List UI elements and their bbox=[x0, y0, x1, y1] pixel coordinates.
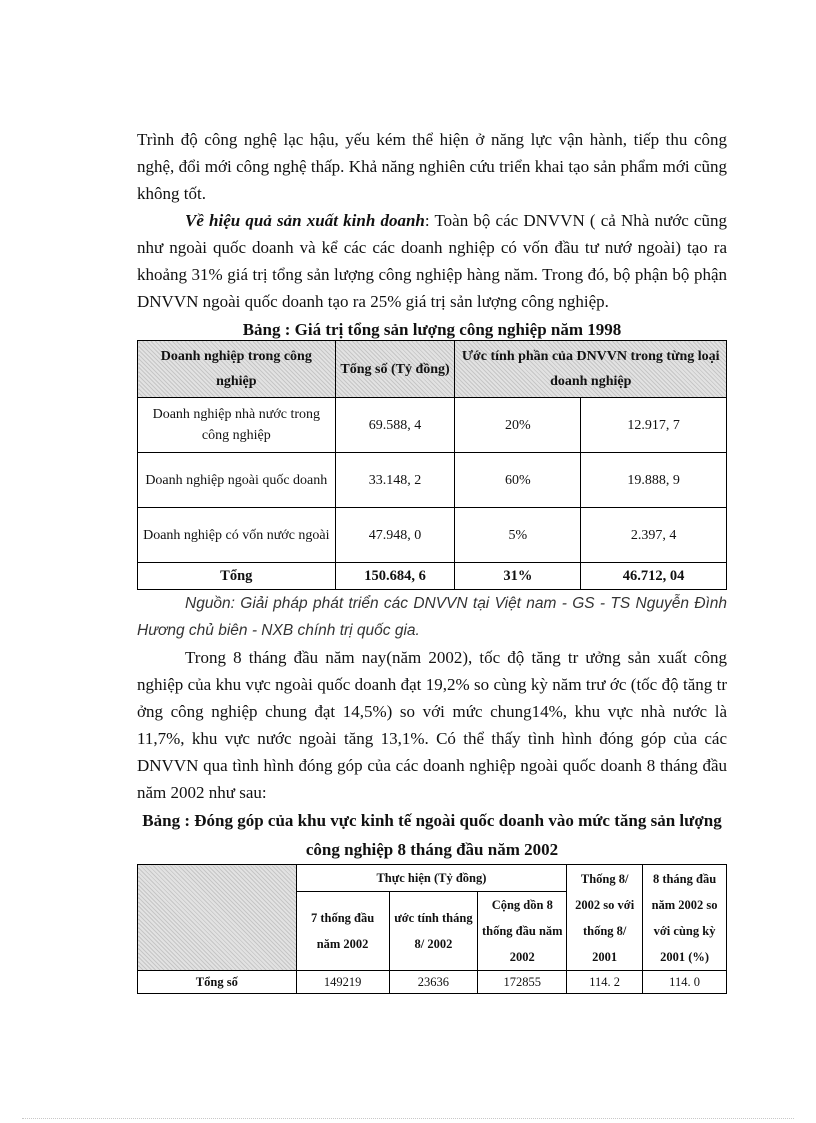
row-value: 2.397, 4 bbox=[581, 508, 727, 563]
header-sme-share: Ước tính phần của DNVVN trong từng loại doanh nghiệp bbox=[455, 341, 727, 398]
header-7months: 7 thống đầu năm 2002 bbox=[296, 892, 389, 971]
header-blank bbox=[138, 865, 297, 971]
table-row bbox=[138, 508, 727, 563]
row-7months-value: 149219 bbox=[296, 971, 389, 994]
header-8months-vs-prior: 8 tháng đầu năm 2002 so với cùng kỳ 2001 (%) bbox=[643, 865, 727, 971]
document-page bbox=[137, 126, 727, 994]
header-cumulative: Cộng dồn 8 thống đầu năm 2002 bbox=[478, 892, 567, 971]
header-aug-estimate: ước tính tháng 8/ 2002 bbox=[389, 892, 478, 971]
row-value: 12.917, 7 bbox=[581, 398, 727, 453]
total-percent: 31% bbox=[455, 563, 581, 590]
row-label: Doanh nghiệp có vốn nước ngoài bbox=[138, 508, 336, 563]
row-percent: 60% bbox=[455, 453, 581, 508]
row-label: Tổng số bbox=[138, 971, 297, 994]
source-citation: Nguồn: Giải pháp phát triển các DNVVN tại Việt nam - GS - TS Nguyễn Đình Hương chủ biên - NXB chính trị quốc gia. bbox=[137, 595, 727, 639]
header-total: Tổng số (Tỷ đồng) bbox=[335, 341, 455, 398]
paragraph-growth: Trong 8 tháng đầu năm nay(năm 2002), tốc độ tăng tr ưởng sản xuất công nghiệp của khu vực ngoài quốc doanh đạt 19,2% so cùng kỳ năm trư ớc (tốc độ tăng tr ởng công nghiệp chung đạt 14,5%) so với mức chung14%, khu vực nhà nước là 11,7%, khu vực nước ngoài tăng 13,1%. Có thể thấy tình hình đóng góp của các DNVVN qua tình hình đóng góp của các doanh nghiệp ngoài quốc doanh 8 tháng đầu năm 2002 như sau: bbox=[137, 648, 727, 802]
page-bottom-divider bbox=[22, 1118, 794, 1119]
table2-caption: Bảng : Đóng góp của khu vực kinh tế ngoài quốc doanh vào mức tăng sản lượng công nghiệp 8 tháng đầu năm 2002 bbox=[142, 811, 722, 859]
row-percent: 5% bbox=[455, 508, 581, 563]
total-label: Tổng bbox=[138, 563, 336, 590]
table-row bbox=[138, 971, 727, 994]
total-sum: 150.684, 6 bbox=[335, 563, 455, 590]
row-aug-estimate-value: 23636 bbox=[389, 971, 478, 994]
table-row bbox=[138, 453, 727, 508]
table-header-row bbox=[138, 341, 727, 398]
paragraph-technology: Trình độ công nghệ lạc hậu, yếu kém thể hiện ở năng lực vận hành, tiếp thu công nghệ, đổi mới công nghệ thấp. Khả năng nghiên cứu triển khai tạo sản phẩm mới cũng không tốt. bbox=[137, 130, 727, 203]
row-percent: 20% bbox=[455, 398, 581, 453]
header-aug-vs-aug: Thống 8/ 2002 so với thống 8/ 2001 bbox=[567, 865, 643, 971]
row-aug-ratio: 114. 2 bbox=[567, 971, 643, 994]
row-total: 33.148, 2 bbox=[335, 453, 455, 508]
row-label: Doanh nghiệp nhà nước trong công nghiệp bbox=[138, 398, 336, 453]
table-row bbox=[138, 398, 727, 453]
paragraph-lead-phrase: Về hiệu quả sản xuất kinh doanh bbox=[185, 211, 425, 230]
paragraph-business-efficiency bbox=[137, 207, 727, 315]
contribution-table bbox=[137, 864, 727, 994]
industrial-output-table bbox=[137, 340, 727, 590]
row-label: Doanh nghiệp ngoài quốc doanh bbox=[138, 453, 336, 508]
table-total-row bbox=[138, 563, 727, 590]
header-enterprise-type: Doanh nghiệp trong công nghiệp bbox=[138, 341, 336, 398]
table1-caption: Bảng : Giá trị tổng sản lượng công nghiệp năm 1998 bbox=[242, 320, 622, 339]
row-cumulative-value: 172855 bbox=[478, 971, 567, 994]
row-value: 19.888, 9 bbox=[581, 453, 727, 508]
row-total: 69.588, 4 bbox=[335, 398, 455, 453]
total-value: 46.712, 04 bbox=[581, 563, 727, 590]
table-header-row bbox=[138, 865, 727, 892]
paragraph-body: : Toàn bộ các DNVVN ( cả Nhà nước cũng như ngoài quốc doanh và kể các các doanh nghiệp có vốn đầu tư nướ ngoài) tạo ra khoảng 31% giá trị tổng sản lượng công nghiệp hàng năm. Trong đó, bộ phận bộ phận DNVVN ngoài quốc doanh tạo ra 25% giá trị sản lượng công nghiệp. bbox=[137, 211, 727, 311]
header-implemented: Thực hiện (Tỷ đồng) bbox=[296, 865, 567, 892]
row-8months-ratio: 114. 0 bbox=[643, 971, 727, 994]
row-total: 47.948, 0 bbox=[335, 508, 455, 563]
